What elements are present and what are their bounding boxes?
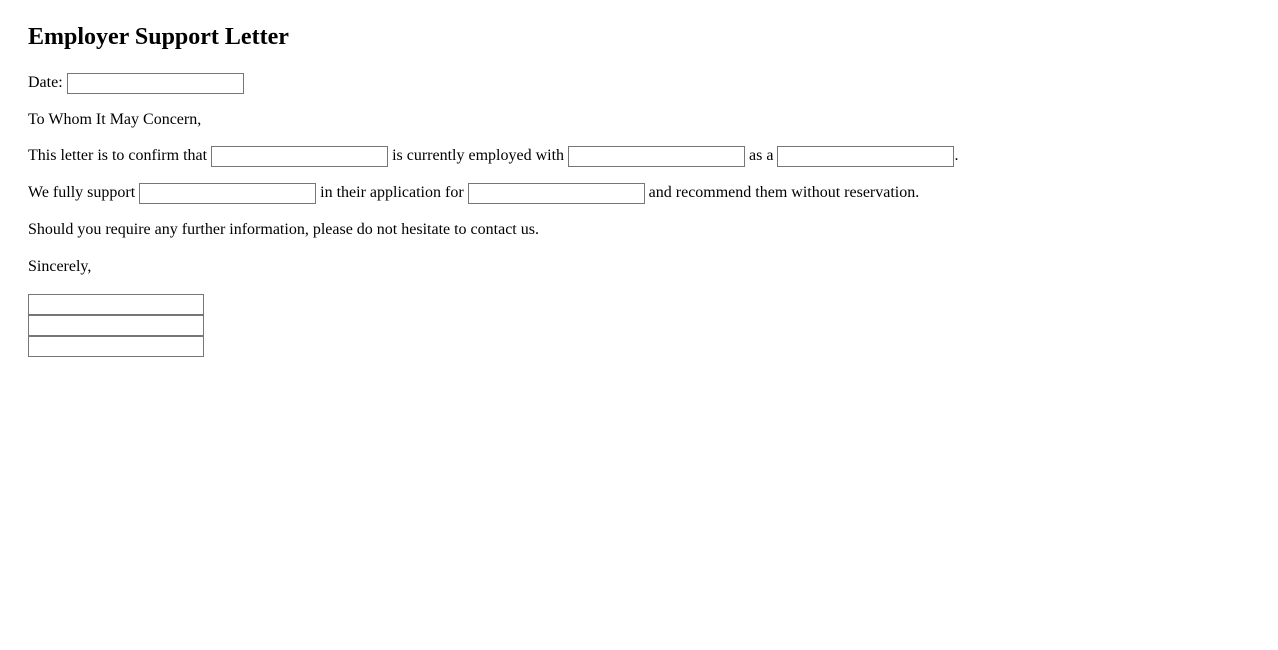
date-label: Date: (28, 73, 63, 91)
support-sentence (28, 183, 1250, 204)
application-input[interactable] (468, 183, 645, 204)
support-sentence-after-application: and recommend them without reservation. (648, 184, 920, 202)
date-line (28, 73, 1250, 94)
contact-note: Should you require any further information, please do not hesitate to contact us. (28, 221, 539, 239)
support-sentence-before-name: We fully support (28, 184, 136, 202)
signature-line-1-input[interactable] (28, 294, 204, 315)
signature-block (28, 294, 1250, 357)
employer-name-input[interactable] (568, 146, 745, 167)
job-title-input[interactable] (777, 146, 954, 167)
page-title: Employer Support Letter (28, 24, 289, 50)
supported-name-input[interactable] (139, 183, 316, 204)
employment-sentence-period: . (954, 147, 959, 165)
date-input[interactable] (67, 73, 244, 94)
support-sentence-after-name: in their application for (320, 184, 464, 202)
employment-sentence-after-name: is currently employed with (392, 147, 565, 165)
employment-sentence-before-name: This letter is to confirm that (28, 147, 208, 165)
employment-sentence-after-employer: as a (749, 147, 774, 165)
signature-line-2-input[interactable] (28, 315, 204, 336)
signoff: Sincerely, (28, 258, 92, 276)
salutation: To Whom It May Concern, (28, 110, 202, 128)
employment-sentence (28, 146, 1250, 167)
signature-line-3-input[interactable] (28, 336, 204, 357)
employee-name-input[interactable] (211, 146, 388, 167)
